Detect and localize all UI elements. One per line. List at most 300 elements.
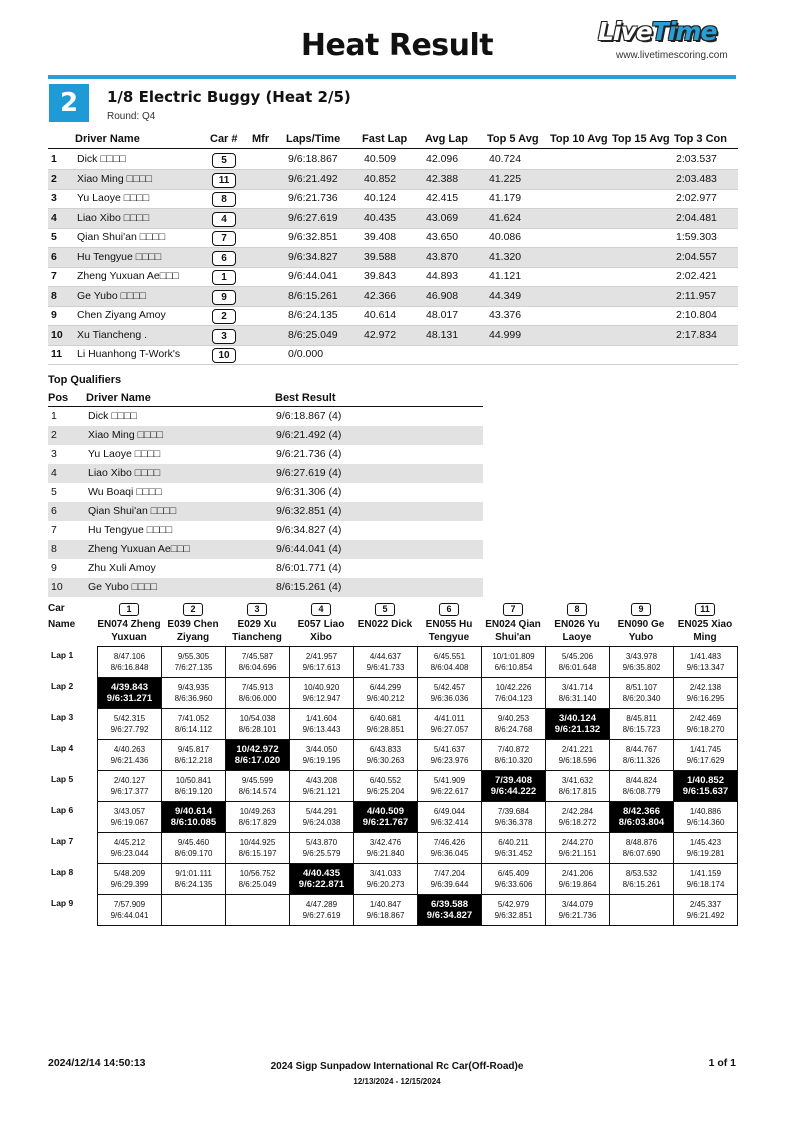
lap-position-time: 7/57.909 [113,900,146,909]
lap-position-time: 6/45.551 [433,652,466,661]
lap-position-time: 2/41.206 [561,869,594,878]
lapchart-car-header [609,603,673,644]
lap-position-time: 8/48.876 [625,838,658,847]
lap-cumulative-time: 9/6:31.452 [494,849,533,858]
lap-position-time: 3/41.714 [561,683,594,692]
lap-cell [546,802,610,833]
lap-cumulative-time: 9/6:34.827 [426,910,473,921]
lap-position-time: 2/42.138 [689,683,722,692]
lap-cumulative-time: 9/6:36.036 [430,694,469,703]
lap-position-time: 3/41.632 [561,776,594,785]
lap-cell [546,864,610,895]
lap-position-time: 7/47.204 [433,869,466,878]
qualifier-row [48,540,483,559]
lap-label: Lap 5 [51,774,74,784]
lap-cell [482,895,546,926]
lap-row [98,802,738,833]
lap-cell [418,740,482,771]
lap-row [98,833,738,864]
lap-cell [418,647,482,678]
lap-cell [610,833,674,864]
lapchart-car-number: 9 [631,603,651,616]
lap-cell [290,802,354,833]
qualifier-row [48,502,483,521]
lap-cell [290,895,354,926]
lap-cumulative-time: 9/6:27.057 [430,725,469,734]
lap-cell [354,678,418,709]
lapchart-car-name-line1: EN025 Xiao [677,619,733,630]
lap-cell [290,740,354,771]
lapchart-car-name-line1: EN090 Ge [617,619,665,630]
result-laps: 8/6:15.261 [288,289,338,302]
lap-cumulative-time: 8/6:28.101 [238,725,277,734]
col-top3con: Top 3 Con [674,133,727,145]
qualifier-driver: Zhu Xuli Amoy [88,562,156,574]
lap-cell [482,802,546,833]
qualifier-driver: Hu Tengyue □□□□ [88,524,173,536]
lap-cell [354,833,418,864]
result-driver: Ge Yubo □□□□ [77,289,146,302]
lap-cumulative-time: 8/6:25.049 [238,880,277,889]
lap-position-time: 5/42.457 [433,683,466,692]
lap-row [98,864,738,895]
lap-cumulative-time: 7/6:04.123 [494,694,533,703]
lap-cell-fastest [482,771,546,802]
lap-position-time: 8/45.811 [626,714,657,723]
lapchart-car-header [353,603,417,631]
lap-cell [162,740,226,771]
result-top5: 44.999 [489,328,522,341]
lap-cumulative-time: 9/6:22.871 [298,879,345,890]
car-number-badge: 2 [212,309,236,324]
lap-row [98,647,738,678]
result-row [48,170,738,190]
qualifier-row [48,521,483,540]
lapchart-car-name-line1: E057 Liao Xibo [297,619,345,643]
lap-cell [354,647,418,678]
lapchart-car-header [545,603,609,644]
qualifier-driver: Xiao Ming □□□□ [88,429,163,441]
lap-label: Lap 2 [51,681,74,691]
result-laps: 9/6:27.619 [288,211,338,224]
qualifier-row [48,559,483,578]
lap-position-time: 2/40.127 [113,776,146,785]
result-top5: 41.121 [489,270,522,282]
lap-position-time: 1/45.423 [689,838,722,847]
result-avg: 42.415 [426,192,459,204]
lap-cumulative-time: 8/6:14.112 [174,725,213,734]
car-number-badge: 8 [212,192,236,207]
qualifier-pos: 5 [51,486,57,498]
lap-position-time: 1/41.745 [689,745,722,754]
lap-cumulative-time: 8/6:20.340 [622,694,661,703]
lap-cell [162,771,226,802]
result-fast: 40.435 [364,211,397,224]
lap-cell [418,833,482,864]
qualifier-row [48,407,483,426]
lap-cumulative-time: 9/6:12.947 [302,694,341,703]
tq-col-pos: Pos [48,392,69,404]
result-top5: 44.349 [489,289,522,302]
lap-cell-fastest [674,771,738,802]
lap-cumulative-time: 8/6:12.218 [174,756,213,765]
result-driver: Xiao Ming □□□□ [77,172,152,185]
lap-cell [674,709,738,740]
result-driver: Hu Tengyue □□□□ [77,250,162,263]
result-top3: 2:03.483 [676,172,717,185]
col-laps-time: Laps/Time [286,133,341,145]
lap-cell [290,647,354,678]
lap-cell [610,740,674,771]
lap-position-time: 3/40.124 [559,713,596,724]
lap-cell [418,709,482,740]
result-avg: 42.096 [426,153,459,165]
lap-cumulative-time: 6/6:10.854 [494,663,533,672]
top-qualifiers-title: Top Qualifiers [48,374,122,386]
qualifier-best: 9/6:44.041 (4) [276,543,342,555]
logo-url[interactable]: www.livetimescoring.com [616,50,728,61]
qualifier-pos: 3 [51,448,57,460]
result-laps: 9/6:34.827 [288,250,338,263]
qualifier-best: 9/6:32.851 (4) [276,505,342,517]
col-fast-lap: Fast Lap [362,133,408,145]
lap-label: Lap 7 [51,836,74,846]
lap-cell [418,771,482,802]
lap-position-time: 6/40.211 [498,838,529,847]
col-driver-name: Driver Name [75,133,140,145]
lap-cumulative-time: 9/6:29.399 [110,880,149,889]
result-fast: 42.366 [364,289,397,302]
footer-dates: 12/13/2024 - 12/15/2024 [353,1077,441,1086]
lap-cell [354,740,418,771]
lap-label: Lap 9 [51,898,74,908]
lapchart-car-header [225,603,289,644]
lap-cumulative-time: 9/6:21.767 [362,817,409,828]
lap-cell [674,740,738,771]
lap-cumulative-time: 9/6:16.295 [686,694,725,703]
lap-cumulative-time: 9/6:20.273 [366,880,405,889]
lap-cell [418,864,482,895]
heat-round: Round: Q4 [107,111,156,122]
lap-cumulative-time: 8/6:15.197 [238,849,277,858]
result-row [48,306,738,326]
result-laps: 9/6:44.041 [288,270,338,282]
lap-position-time: 10/56.752 [239,869,276,878]
lap-position-time: 3/41.033 [369,869,402,878]
result-fast: 40.852 [364,172,397,185]
lap-cell [546,895,610,926]
lap-cell [610,678,674,709]
lap-row [98,709,738,740]
lap-position-time: 9/45.460 [177,838,210,847]
qualifier-best: 8/6:01.771 (4) [276,562,342,574]
lap-position-time: 1/40.852 [687,775,724,786]
lap-position-time: 10/40.920 [303,683,340,692]
lap-position-time: 10/1:01.809 [492,652,535,661]
car-number-badge: 1 [212,270,236,285]
lapchart-car-number: 5 [375,603,395,616]
lapchart-car-number: 1 [119,603,139,616]
lap-position-time: 6/39.588 [431,899,468,910]
result-laps: 9/6:21.736 [288,192,338,204]
results-header-rule [48,148,738,149]
lap-position-time: 2/41.957 [305,652,338,661]
qualifier-best: 9/6:27.619 (4) [276,467,342,479]
lap-cell [354,895,418,926]
result-fast: 39.843 [364,270,397,282]
result-avg: 44.893 [426,270,459,282]
lap-row [98,678,738,709]
lap-label: Lap 1 [51,650,74,660]
qualifier-driver: Dick □□□□ [88,410,137,422]
lap-cell [354,709,418,740]
result-row [48,209,738,229]
lap-position-time: 5/48.209 [113,869,146,878]
lap-cumulative-time: 9/6:40.212 [366,694,405,703]
lap-cumulative-time: 9/6:24.038 [302,818,341,827]
qualifier-pos: 8 [51,543,57,555]
result-laps: 9/6:21.492 [288,172,338,185]
result-row [48,326,738,346]
result-driver: Liao Xibo □□□□ [77,211,150,224]
page-title: Heat Result [300,28,494,63]
lap-cell [226,647,290,678]
lapchart-car-name-line1: EN022 Dick [357,619,413,630]
lap-position-time: 6/40.681 [369,714,402,723]
lap-cumulative-time: 9/6:21.492 [686,911,725,920]
result-top5: 40.724 [489,153,522,165]
lapchart-car-header [161,603,225,644]
lapchart-car-name-line2: Ming [693,632,717,643]
lap-cell [162,709,226,740]
lap-cell [482,740,546,771]
lap-cell [98,833,162,864]
lap-cumulative-time: 9/6:17.629 [686,756,725,765]
lap-position-time: 8/53.532 [625,869,658,878]
car-number-badge: 5 [212,153,236,168]
qualifier-pos: 10 [51,581,63,593]
lap-cell [674,802,738,833]
car-number-badge: 11 [212,173,236,188]
lap-cumulative-time: 8/6:15.261 [622,880,661,889]
lap-cumulative-time: 9/6:18.270 [686,725,725,734]
lapchart-car-name-line1: E029 Xu [237,619,277,630]
result-top5: 40.086 [489,231,522,243]
lapchart-car-header [417,603,481,644]
lap-cell [674,864,738,895]
lap-cell [98,895,162,926]
lap-row [98,740,738,771]
lap-position-time: 2/42.469 [689,714,722,723]
lap-cumulative-time: 9/6:19.195 [302,756,341,765]
lap-cell-fastest [162,802,226,833]
lap-position-time: 5/43.870 [305,838,338,847]
result-top3: 2:10.804 [676,309,717,321]
lap-cumulative-time: 8/6:36.960 [174,694,213,703]
result-driver: Zheng Yuxuan Ae□□□ [77,270,179,282]
result-fast: 40.614 [364,309,397,321]
result-top3: 2:02.421 [676,270,717,282]
logo-wordmark: LiveTime [598,17,717,46]
lapchart-car-number: 2 [183,603,203,616]
lap-cell [674,678,738,709]
lap-position-time: 5/44.291 [305,807,338,816]
lap-cell [226,833,290,864]
lap-position-time: 7/41.052 [177,714,210,723]
lapchart-car-number: 4 [311,603,331,616]
result-row [48,189,738,209]
lap-cumulative-time: 8/6:15.723 [622,725,661,734]
lap-position-time: 9/40.253 [497,714,530,723]
lap-cumulative-time: 9/6:21.736 [558,911,597,920]
result-laps: 9/6:32.851 [288,231,338,243]
lap-cumulative-time: 8/6:07.690 [622,849,661,858]
lap-position-time: 7/45.587 [241,652,274,661]
lap-position-time: 8/47.106 [113,652,146,661]
lap-cell [674,895,738,926]
lap-position-time: 1/40.886 [689,807,722,816]
lapchart-car-number: 7 [503,603,523,616]
lap-position-time: 1/41.604 [305,714,338,723]
lap-cumulative-time: 9/6:44.041 [110,911,149,920]
lap-cell [482,709,546,740]
lap-cell [546,740,610,771]
lap-cell [162,678,226,709]
qualifier-pos: 6 [51,505,57,517]
lap-position-time: 10/44.925 [239,838,276,847]
lap-position-time: 9/43.935 [177,683,210,692]
lap-cumulative-time: 9/6:13.347 [686,663,725,672]
result-pos: 2 [51,172,57,185]
lap-cumulative-time: 9/6:23.976 [430,756,469,765]
result-fast: 40.509 [364,153,397,165]
lap-position-time: 3/43.057 [113,807,146,816]
lap-label: Lap 8 [51,867,74,877]
car-number-badge: 6 [212,251,236,266]
livetime-logo[interactable] [598,17,738,47]
result-laps: 8/6:25.049 [288,328,338,341]
lap-cell [226,895,290,926]
lap-cumulative-time: 8/6:19.120 [174,787,213,796]
qualifier-row [48,445,483,464]
lap-cell [226,678,290,709]
result-avg: 48.017 [426,309,459,321]
result-driver: Chen Ziyang Amoy [77,309,166,321]
result-avg: 46.908 [426,289,459,302]
lap-cell-fastest [290,864,354,895]
lap-cumulative-time: 9/6:18.174 [686,880,725,889]
lap-cumulative-time: 9/6:44.222 [490,786,537,797]
qualifier-pos: 7 [51,524,57,536]
lapchart-car-header [673,603,737,644]
lap-position-time: 1/41.483 [689,652,722,661]
col-top5: Top 5 Avg [487,133,539,145]
lap-cell [354,771,418,802]
qualifier-best: 8/6:15.261 (4) [276,581,342,593]
lap-cell [162,647,226,678]
lap-cell-fastest [610,802,674,833]
lap-cell [290,771,354,802]
lap-cell [546,678,610,709]
lap-cumulative-time: 9/6:15.637 [682,786,729,797]
lap-position-time: 6/44.299 [369,683,402,692]
qualifier-best: 9/6:34.827 (4) [276,524,342,536]
lap-cumulative-time: 7/6:27.135 [174,663,213,672]
lap-cell [482,647,546,678]
lap-position-time: 7/39.408 [495,775,532,786]
lap-cumulative-time: 8/6:24.768 [494,725,533,734]
lap-cumulative-time: 8/6:10.320 [494,756,533,765]
qualifier-driver: Yu Laoye □□□□ [88,448,161,460]
heat-number-badge: 2 [49,84,89,122]
lap-position-time: 3/43.978 [625,652,658,661]
lap-cumulative-time: 9/6:19.067 [110,818,149,827]
lap-cumulative-time: 8/6:11.326 [622,756,661,765]
lap-cell-fastest [546,709,610,740]
tq-col-best: Best Result [275,392,336,404]
lap-position-time: 4/41.011 [434,714,465,723]
lap-cumulative-time: 8/6:17.829 [238,818,277,827]
lap-position-time: 4/45.212 [113,838,146,847]
lap-position-time: 10/50.841 [175,776,212,785]
lap-cumulative-time: 9/6:32.851 [494,911,533,920]
result-top5: 41.624 [489,211,522,224]
lap-position-time: 9/1:01.111 [175,869,212,878]
lap-cumulative-time: 8/6:16.848 [110,663,149,672]
lap-cell [226,802,290,833]
lap-cell [546,833,610,864]
qualifier-pos: 4 [51,467,57,479]
lapchart-car-name-line2: Tengyue [428,632,470,643]
lapchart-car-name-line2: Ziyang [176,632,210,643]
result-avg: 43.650 [426,231,459,243]
lap-cumulative-time: 8/6:06.000 [238,694,277,703]
lap-position-time: 5/45.206 [561,652,594,661]
result-fast: 39.588 [364,250,397,263]
lap-cumulative-time: 9/6:18.867 [366,911,405,920]
lap-label: Lap 4 [51,743,74,753]
lap-cell [98,771,162,802]
result-row [48,287,738,307]
header-rule [48,75,736,79]
lap-cell [482,678,546,709]
lap-position-time: 8/51.107 [625,683,658,692]
lap-cell [290,709,354,740]
result-top5: 41.179 [489,192,522,204]
lap-position-time: 2/42.284 [561,807,594,816]
qualifier-driver: Wu Boaqi □□□□ [88,486,162,498]
lapchart-car-header [289,603,353,644]
lap-cell-fastest [418,895,482,926]
lap-position-time: 5/41.909 [433,776,466,785]
qualifier-driver: Qian Shui'an □□□□ [88,505,177,517]
col-avg-lap: Avg Lap [425,133,468,145]
result-pos: 10 [51,328,63,341]
lap-cell [98,709,162,740]
result-avg: 43.870 [426,250,459,263]
lap-cumulative-time: 9/6:32.414 [430,818,469,827]
lap-cell [546,771,610,802]
lap-position-time: 4/39.843 [111,682,148,693]
lap-position-time: 4/44.637 [369,652,402,661]
lap-position-time: 5/42.315 [113,714,146,723]
lap-cumulative-time: 8/6:10.085 [170,817,217,828]
lap-cumulative-time: 9/6:21.121 [302,787,341,796]
lap-cell [98,647,162,678]
result-top3: 2:04.557 [676,250,717,263]
result-pos: 9 [51,309,57,321]
lap-position-time: 3/42.476 [369,838,402,847]
